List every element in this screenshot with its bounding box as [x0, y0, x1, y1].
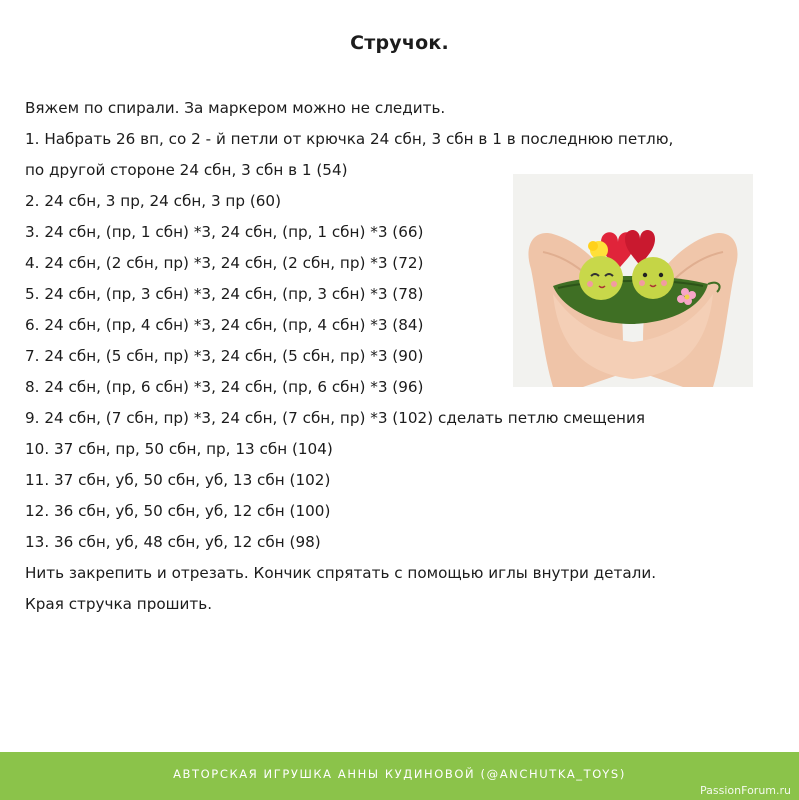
instruction-line: 9. 24 сбн, (7 сбн, пр) *3, 24 сбн, (7 сбн, пр) *3 (102) сделать петлю смещения — [25, 409, 645, 427]
instruction-line: 2. 24 сбн, 3 пр, 24 сбн, 3 пр (60) — [25, 192, 282, 210]
instruction-line: 7. 24 сбн, (5 сбн, пр) *3, 24 сбн, (5 сбн, пр) *3 (90) — [25, 347, 424, 365]
instruction-line: Края стручка прошить. — [25, 595, 213, 613]
instruction-line: 6. 24 сбн, (пр, 4 сбн) *3, 24 сбн, (пр, 4 сбн) *3 (84) — [25, 316, 424, 334]
footer-banner — [0, 752, 799, 800]
instruction-line: 11. 37 сбн, уб, 50 сбн, уб, 13 сбн (102) — [25, 471, 331, 489]
product-photo — [513, 174, 753, 387]
peapod-toy-illustration — [513, 174, 753, 387]
instruction-line: 13. 36 сбн, уб, 48 сбн, уб, 12 сбн (98) — [25, 533, 321, 551]
instruction-line: 8. 24 сбн, (пр, 6 сбн) *3, 24 сбн, (пр, 6 сбн) *3 (96) — [25, 378, 424, 396]
page-title: Стручок. — [350, 32, 449, 54]
watermark: PassionForum.ru — [700, 784, 791, 797]
instruction-line: 5. 24 сбн, (пр, 3 сбн) *3, 24 сбн, (пр, 3 сбн) *3 (78) — [25, 285, 424, 303]
instruction-line: Нить закрепить и отрезать. Кончик спрятать с помощью иглы внутри детали. — [25, 564, 657, 582]
instruction-line: 4. 24 сбн, (2 сбн, пр) *3, 24 сбн, (2 сбн, пр) *3 (72) — [25, 254, 424, 272]
instruction-line: Вяжем по спирали. За маркером можно не следить. — [25, 99, 446, 117]
instruction-line: 1. Набрать 26 вп, со 2 - й петли от крючка 24 сбн, 3 сбн в 1 в последнюю петлю, — [25, 130, 674, 148]
instruction-line: 10. 37 сбн, пр, 50 сбн, пр, 13 сбн (104) — [25, 440, 333, 458]
instruction-line: 12. 36 сбн, уб, 50 сбн, уб, 12 сбн (100) — [25, 502, 331, 520]
instruction-line: 3. 24 сбн, (пр, 1 сбн) *3, 24 сбн, (пр, 1 сбн) *3 (66) — [25, 223, 424, 241]
author-credit: АВТОРСКАЯ ИГРУШКА АННЫ КУДИНОВОЙ (@ANCHUTKA_TOYS) — [173, 767, 626, 781]
instruction-line: по другой стороне 24 сбн, 3 сбн в 1 (54) — [25, 161, 348, 179]
